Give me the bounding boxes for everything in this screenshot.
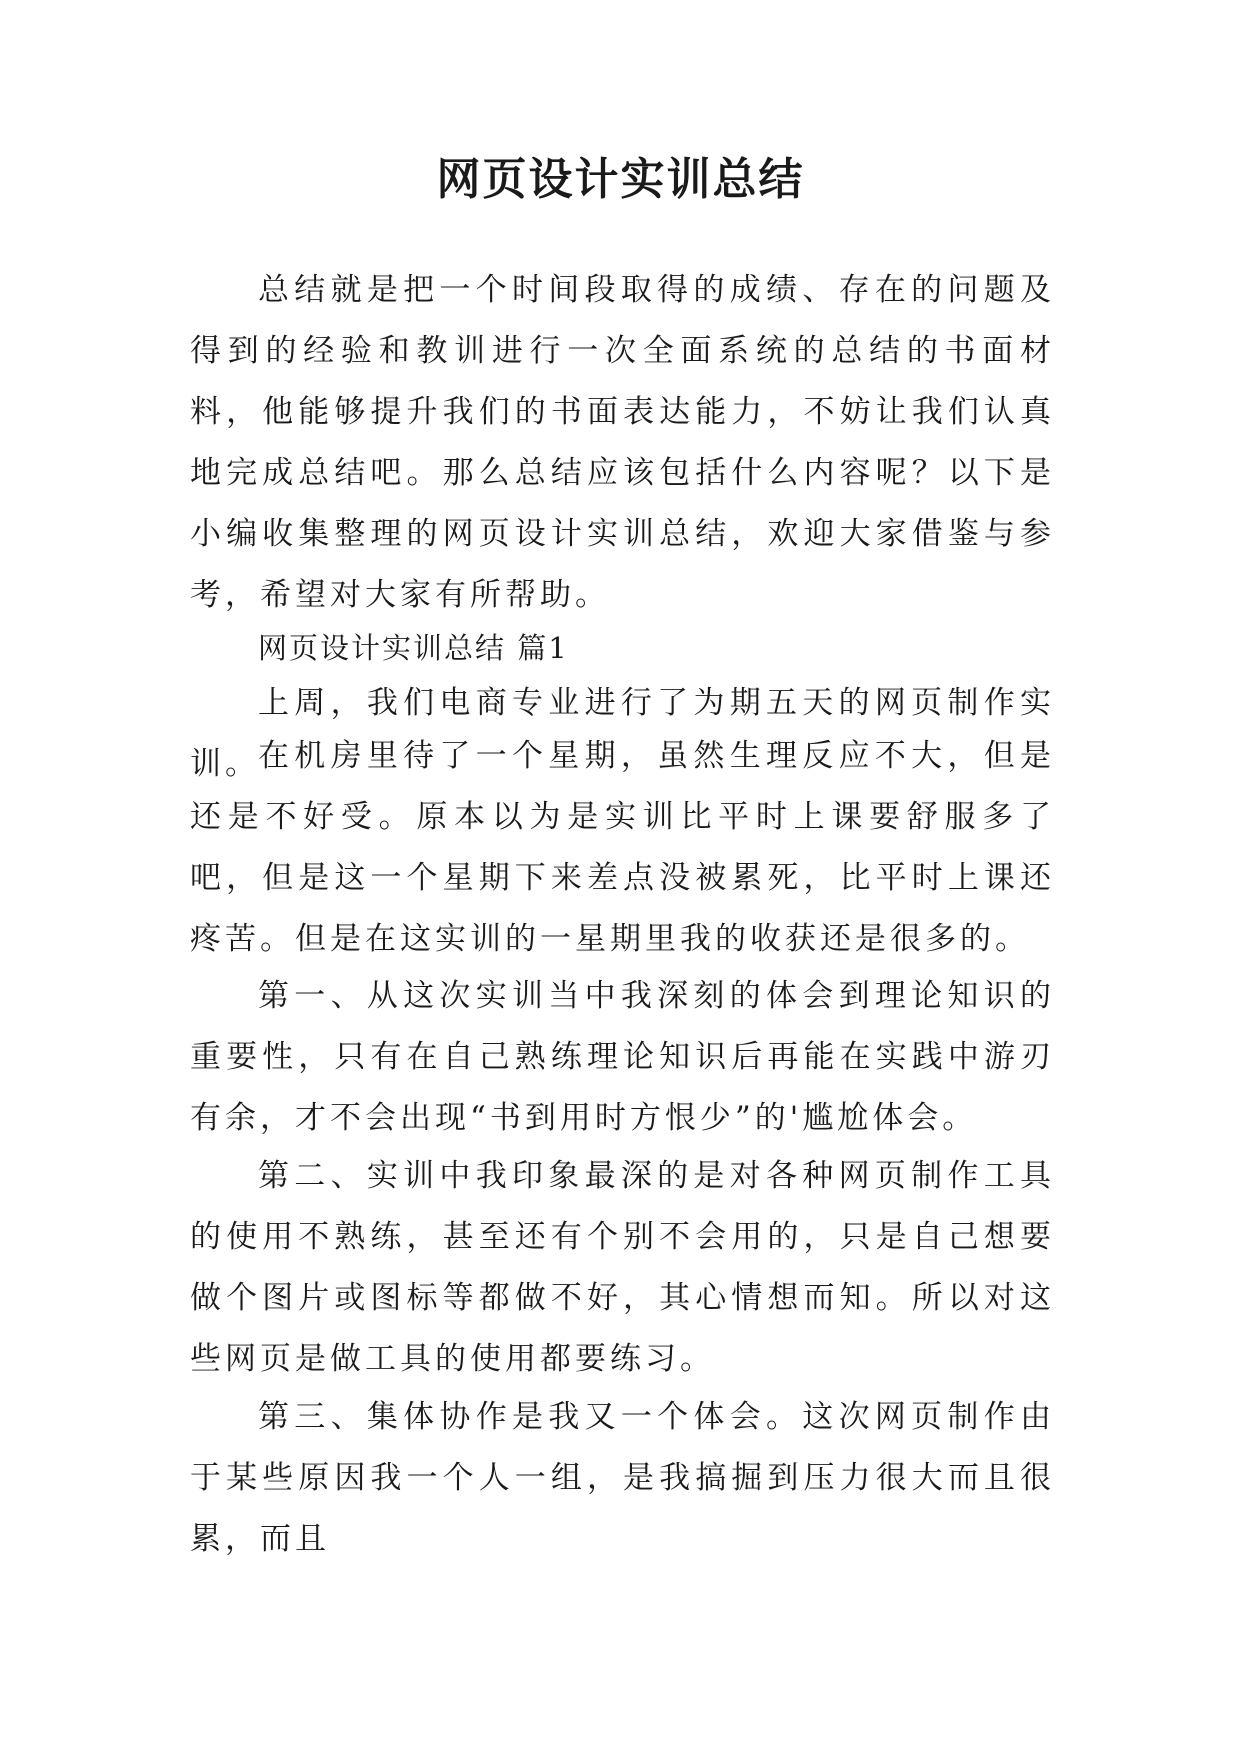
- body-paragraph-1: 上周，我们电商专业进行了为期五天的网页制作实训。: [190, 685, 1055, 782]
- body-paragraph-3: 第一、从这次实训当中我深刻的体会到理论知识的重要性，只有在自己熟练理论知识后再能在实践中游刃有余，才不会出现“书到用时方恨少”的'尴尬体会。: [190, 978, 1055, 1136]
- body-paragraph-2: 在机房里待了一个星期，虽然生理反应不大，但是还是不好受。原本以为是实训比平时上课要舒服多了吧，但是这一个星期下来差点没被累死，比平时上课还疼苦。但是在这实训的一星期里我的收获还是很多的。: [190, 738, 1055, 957]
- body-paragraph-4: 第二、实训中我印象最深的是对各种网页制作工具的使用不熟练，甚至还有个别不会用的，只是自己想要做个图片或图标等都做不好，其心情想而知。所以对这些网页是做工具的使用都要练习。: [190, 1158, 1055, 1377]
- intro-paragraph: 总结就是把一个时间段取得的成绩、存在的问题及得到的经验和教训进行一次全面系统的总结的书面材料，他能够提升我们的书面表达能力，不妨让我们认真地完成总结吧。那么总结应该包括什么内容呢？以下是小编收集整理的网页设计实训总结，欢迎大家借鉴与参考，希望对大家有所帮助。: [190, 272, 1055, 613]
- section-heading: 网页设计实训总结 篇1: [258, 631, 569, 665]
- body-paragraph-5: 第三、集体协作是我又一个体会。这次网页制作由于某些原因我一个人一组，是我搞掘到压力很大而且很累，而且: [190, 1399, 1055, 1557]
- document-title: 网页设计实训总结: [436, 154, 805, 205]
